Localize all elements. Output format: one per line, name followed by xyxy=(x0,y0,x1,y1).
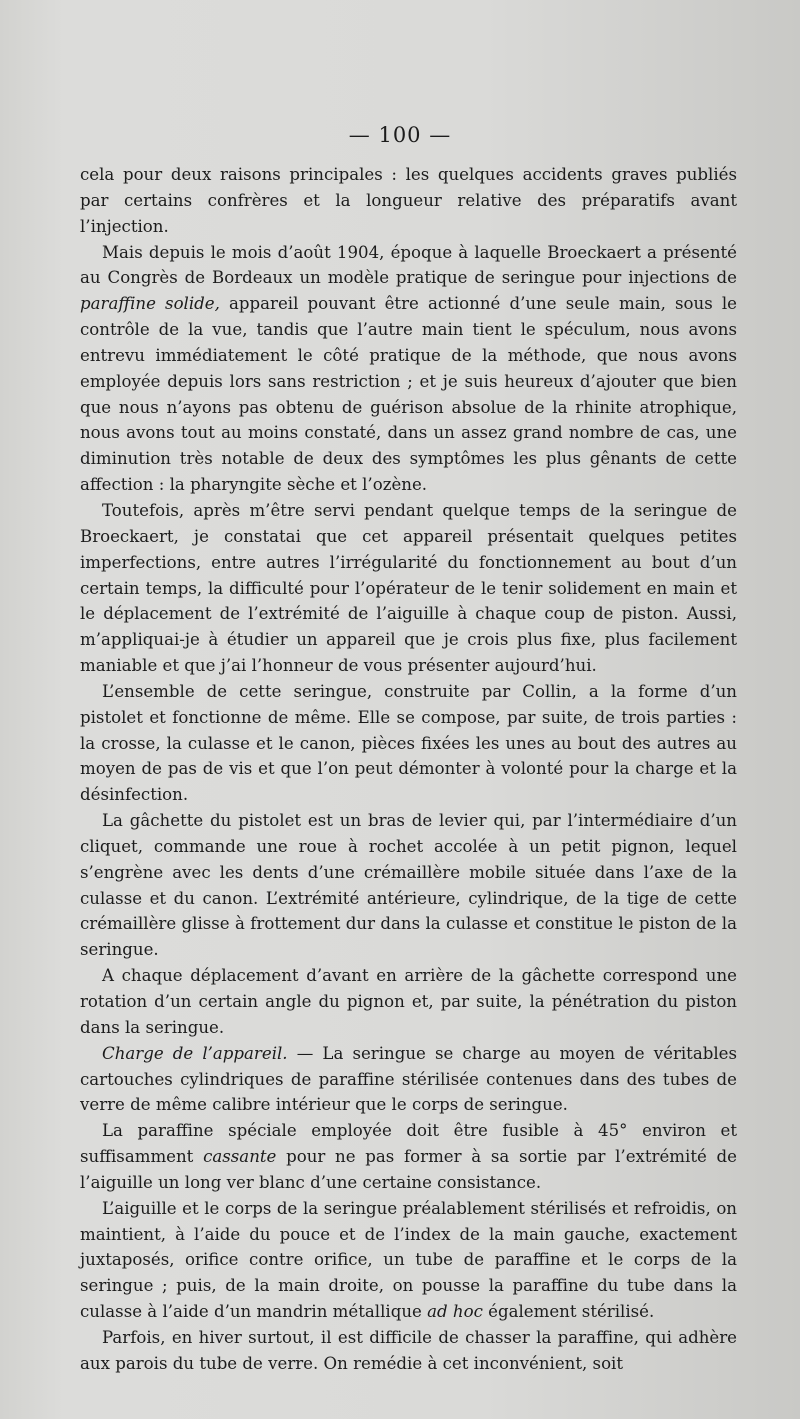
paragraph-text: appareil pouvant être actionné d’une seule main, sous le contrôle de la vue, tandis que l’autre main tient le spéculum, nous avons entrevu immédiatement le côté pratique de la méthode, que nous avons employée depuis lors sans restriction ; et je suis heureux d’ajouter que bien que nous n’ayons pas obtenu de guérison absolue de la rhinite atrophique, nous avons tout au moins constaté, dans un assez grand nombre de cas, une diminution très notable de deux des symptômes les plus gênants de cette affection : la pharyngite sèche et l’ozène. xyxy=(80,294,737,495)
paragraph: A chaque déplacement d’avant en arrière de la gâchette correspond une rotation d’un certain angle du pignon et, par suite, la pénétration du piston dans la seringue. xyxy=(80,966,737,1037)
paragraph xyxy=(80,1118,737,1196)
paragraph xyxy=(80,240,737,498)
italic-term: ad hoc xyxy=(427,1302,483,1322)
section-heading: Charge de l’appareil. xyxy=(102,1043,288,1063)
paragraph-text: pour ne pas former à sa sortie par l’extrémité de l’aiguille un long ver blanc d’une certaine consistance. xyxy=(80,1147,737,1192)
paragraph-text: L’aiguille et le corps de la seringue préalablement stérilisés et refroidis, on maintient, à l’aide du pouce et de l’index de la main gauche, exactement juxtaposés, orifice contre orifice, un tube de paraffine et le corps de la seringue ; puis, de la main droite, on pousse la paraffine du tube dans la culasse à l’aide d’un mandrin métallique xyxy=(80,1198,737,1322)
italic-term: paraffine solide, xyxy=(80,294,220,314)
paragraph: Toutefois, après m’être servi pendant quelque temps de la seringue de Broeckaert, je constatai que cet appareil présentait quelques petites imperfections, entre autres l’irrégularité du fonctionnement au bout d’un certain temps, la difficulté pour l’opérateur de le tenir solidement en main et le déplacement de l’extrémité de l’aiguille à chaque coup de piston. Aussi, m’appliquai-je à étudier un appareil que je crois plus fixe, plus facilement maniable et que j’ai l’honneur de vous présenter aujourd’hui. xyxy=(80,500,737,676)
paragraph: cela pour deux raisons principales : les quelques accidents graves publiés par certains confrères et la longueur relative des préparatifs avant l’injection. xyxy=(80,165,737,236)
body-text xyxy=(80,162,737,1377)
paragraph: La gâchette du pistolet est un bras de levier qui, par l’intermédiaire d’un cliquet, commande une roue à rochet accolée à un petit pignon, lequel s’engrène avec les dents d’une crémaillère mobile située dans l’axe de la culasse et du canon. L’extrémité antérieure, cylindrique, de la tige de cette crémaillère glisse à frottement dur dans la culasse et constitue le piston de la seringue. xyxy=(80,811,737,960)
paragraph-text: — La seringue se charge au moyen de véritables cartouches cylindriques de paraffine stérilisée contenues dans des tubes de verre de même calibre intérieur que le corps de seringue. xyxy=(80,1043,738,1115)
paragraph xyxy=(80,1196,737,1325)
paragraph-text: Mais depuis le mois d’août 1904, époque à laquelle Broeckaert a présenté au Congrès de Bordeaux un modèle pratique de seringue pour injections de xyxy=(80,242,737,288)
page-number: — 100 — xyxy=(348,123,452,147)
paragraph-text: La paraffine spéciale employée doit être fusible à 45° environ et suffisamment xyxy=(80,1121,737,1167)
paragraph: L’ensemble de cette seringue, construite par Collin, a la forme d’un pistolet et fonctionne de même. Elle se compose, par suite, de trois parties : la crosse, la culasse et le canon, pièces fixées les unes au bout des autres au moyen de pas de vis et que l’on peut démonter à volonté pour la charge et la désinfection. xyxy=(80,681,737,805)
paragraph: Parfois, en hiver surtout, il est difficile de chasser la paraffine, qui adhère aux parois du tube de verre. On remédie à cet inconvénient, soit xyxy=(80,1327,737,1373)
paragraph xyxy=(80,1041,737,1119)
paragraph-text: également stérilisé. xyxy=(482,1302,655,1322)
italic-term: cassante xyxy=(203,1147,277,1167)
